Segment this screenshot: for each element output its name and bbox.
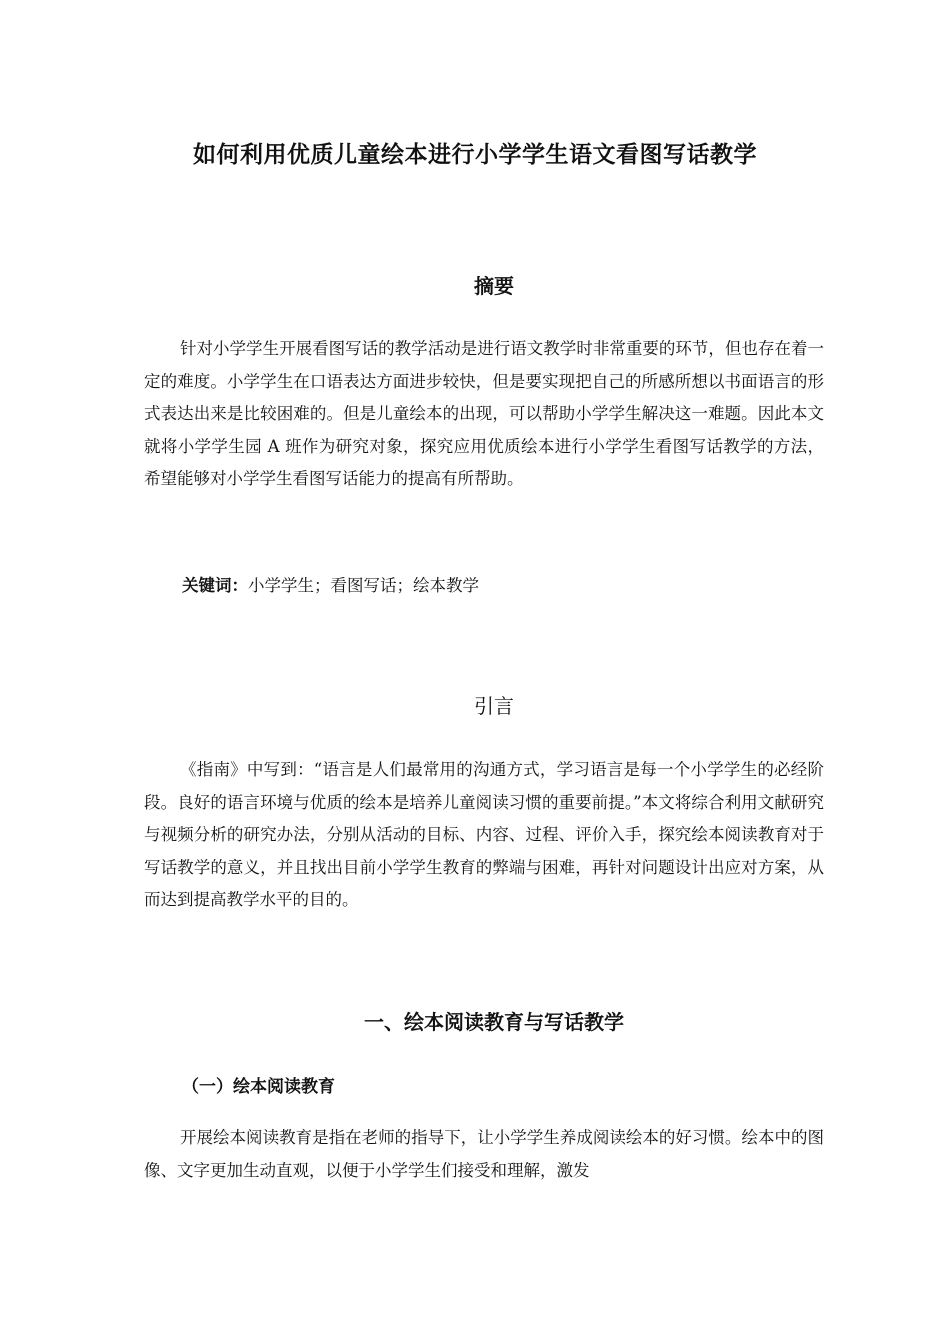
- keywords-text: 小学学生；看图写话；绘本教学: [248, 576, 479, 595]
- section1-subheading: （一）绘本阅读教育: [182, 1077, 335, 1097]
- abstract-text: 针对小学学生开展看图写话的教学活动是进行语文教学时非常重要的环节，但也存在着一定的难度。小学学生在口语表达方面进步较快，但是要实现把自己的所感所想以书面语言的形式表达出来是比较困难的。但是儿童绘本的出现，可以帮助小学学生解决这一难题。因此本文就将小学学生园 A 班作为研究对象，探究应用优质绘本进行小学学生看图写话教学的方法，希望能够对小学学生看图写话能力的提高有所帮助。: [144, 339, 824, 488]
- introduction-heading: 引言: [474, 694, 514, 718]
- section1-text: 开展绘本阅读教育是指在老师的指导下，让小学学生养成阅读绘本的好习惯。绘本中的图像、文字更加生动直观，以便于小学学生们接受和理解，激发: [144, 1128, 824, 1180]
- keywords-line: [182, 574, 479, 598]
- section1-heading: 一、绘本阅读教育与写话教学: [364, 1010, 624, 1034]
- abstract-heading: 摘要: [474, 274, 514, 298]
- keywords-label: 关键词：: [182, 576, 248, 595]
- paper-title: 如何利用优质儿童绘本进行小学学生语文看图写话教学: [193, 142, 757, 168]
- introduction-text: 《指南》中写到：“语言是人们最常用的沟通方式，学习语言是每一个小学学生的必经阶段。良好的语言环境与优质的绘本是培养儿童阅读习惯的重要前提。”本文将综合利用文献研究与视频分析的研究办法，分别从活动的目标、内容、过程、评价入手，探究绘本阅读教育对于写话教学的意义，并且找出目前小学学生教育的弊端与困难，再针对问题设计出应对方案，从而达到提高教学水平的目的。: [144, 760, 824, 909]
